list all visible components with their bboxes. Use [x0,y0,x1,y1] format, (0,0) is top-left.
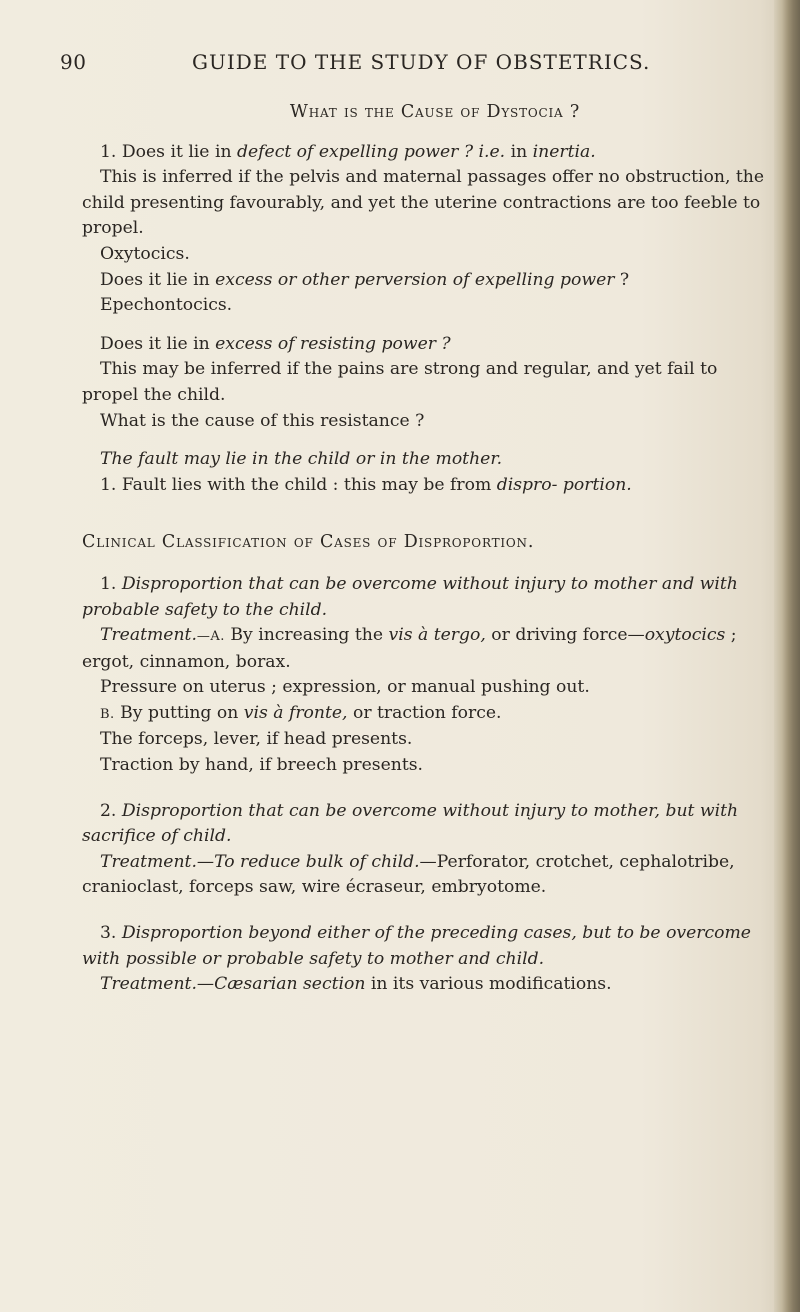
question-2 [82,268,778,294]
c1-ergot: ; ergot, cinnamon, borax. [82,625,737,672]
case-1-b [82,701,778,728]
c2-reduce: —To reduce bulk of child. [196,851,420,872]
question-3 [82,332,778,358]
question-1 [82,140,778,166]
fault1-italic: dispro- portion. [496,474,632,495]
case-2-treatment [82,850,778,901]
oxytocics-line: Oxytocics. [100,243,190,264]
c1-oxytocics: oxytocics [644,625,726,646]
section-heading-classification: Clinical Classification of Cases of Disproportion. [82,532,535,553]
case-3-treatment [82,972,778,998]
fault-italic: The fault may lie in the child or in the mother. [100,449,503,470]
case-3 [82,921,778,972]
page-body [82,100,778,998]
fault1-prefix: 1. Fault lies with the child : this may be from [100,474,497,495]
fault-1 [82,473,778,499]
c1-vis-tergo: vis à tergo, [388,625,486,646]
case-2 [82,799,778,850]
running-title: GUIDE TO THE STUDY OF OBSTETRICS. [192,50,651,74]
q1-italic2: inertia. [532,141,596,162]
q3-italic: excess of resisting power ? [215,333,451,354]
c3-italic: Disproportion beyond either of the preceding cases, but to be overcome with possible or probable safety to mother and child. [82,923,751,969]
case-1 [82,572,778,623]
c1-treatment-label: Treatment. [100,625,197,646]
c1-b-letter: B. [100,706,115,722]
c3-num: 3. [100,923,122,944]
question-3-body: This may be inferred if the pains are strong and regular, and yet fail to propel the child. [82,359,718,405]
q2-prefix: Does it lie in [100,269,216,290]
q1-mid: in [505,141,533,162]
case-1-treatment [82,623,778,675]
epechontocics-line: Epechontocics. [100,295,233,316]
c3-treatment-label: Treatment. [100,974,197,995]
c1-or-driving: or driving force— [485,625,645,646]
c2-treatment-label: Treatment. [100,851,197,872]
c2-tools: —Perforator, crotchet, cephalotribe, cranioclast, forceps saw, wire écraseur, embryotome. [82,851,735,898]
c3-tail: in its various modifications. [365,974,612,995]
resistance-question: What is the cause of this resistance ? [100,410,425,431]
q2-italic: excess or other perversion of expelling power [215,269,615,290]
q1-italic: defect of expelling power ? i.e. [236,141,506,162]
c1-italic: Disproportion that can be overcome without injury to mother and with probable safety to the child. [82,573,738,620]
c1-vis-fronte: vis à fronte, [243,702,348,723]
case-1-pressure: Pressure on uterus ; expression, or manual pushing out. [100,677,590,698]
c1-num: 1. [100,573,122,594]
c1-a-text: By increasing the [224,625,389,646]
q3-prefix: Does it lie in [100,333,216,354]
q2-suffix: ? [614,269,630,290]
c1-b-text: By putting on [114,702,244,723]
section-heading-dystocia: What is the Cause of Dystocia ? [289,102,581,122]
c1-traction: or traction force. [347,702,502,723]
case-1-forceps: The forceps, lever, if head presents. [100,729,413,750]
fault-statement [82,447,778,473]
question-1-body: This is inferred if the pelvis and maternal passages offer no obstruction, the child presenting favourably, and yet the uterine contractions are too feeble to propel. [82,167,765,239]
c2-num: 2. [100,800,122,821]
q1-prefix: 1. Does it lie in [100,141,237,162]
c1-a-letter: —A. [196,629,225,645]
case-1-traction-hand: Traction by hand, if breech presents. [100,755,424,776]
c2-italic: Disproportion that can be overcome without injury to mother, but with sacrifice of child. [82,800,739,847]
c3-caesarian: —Cæsarian section [196,974,366,995]
page-number: 90 [60,50,87,74]
